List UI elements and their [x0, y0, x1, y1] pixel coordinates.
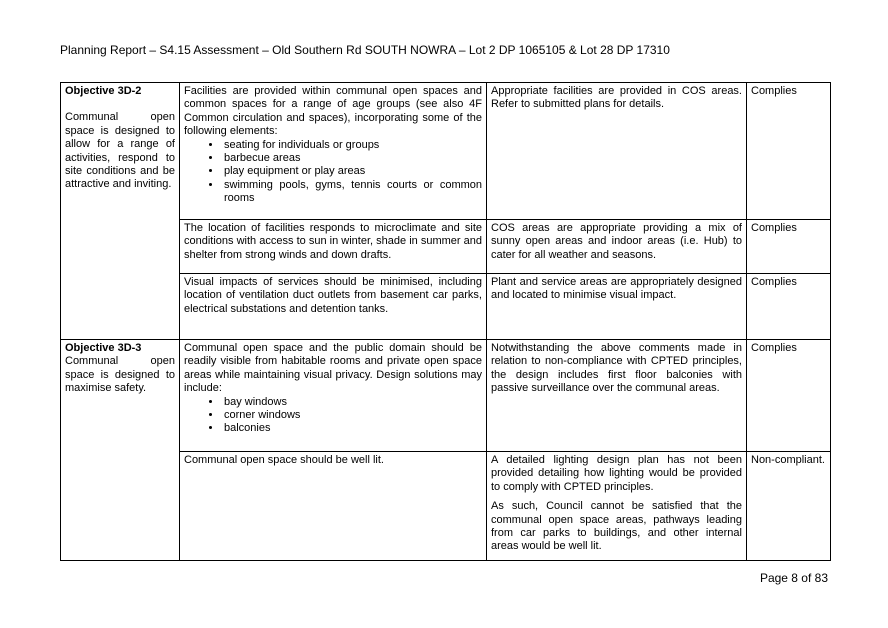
comment-text: COS areas are appropriate providing a mix of sunny open areas and indoor areas (i.e. Hub) to cater for all weather and seasons. — [491, 222, 742, 261]
table-row — [61, 83, 831, 220]
comment-text: Plant and service areas are appropriately designed and located to minimise visual impact. — [491, 276, 742, 302]
list-item: • play equipment or play areas — [222, 165, 482, 178]
criteria-bullet-list — [184, 396, 482, 436]
page-number: Page 8 of 83 — [759, 571, 828, 585]
criteria-text: Facilities are provided within communal open spaces and common spaces for a range of age groups (see also 4F Common circulation and spaces), incorporating some of the following elements: — [184, 85, 482, 138]
comment-cell — [487, 83, 747, 220]
comment-cell — [487, 220, 747, 274]
objective-text: Communal open space is designed to allow for a range of activities, respond to site conditions and be attractive and inviting. — [65, 111, 175, 191]
criteria-text: The location of facilities responds to microclimate and site conditions with access to sun in winter, shade in summer and shelter from strong winds and down drafts. — [184, 222, 482, 261]
objective-text: Communal open space is designed to maximise safety. — [65, 355, 175, 395]
list-item: • barbecue areas — [222, 152, 482, 165]
criteria-cell — [180, 220, 487, 274]
comment-text: A detailed lighting design plan has not been provided detailing how lighting would be provided to comply with CPTED principles. — [491, 454, 742, 493]
comment-text: Notwithstanding the above comments made in relation to non-compliance with CPTED principles, the design includes first floor balconies with passive surveillance over the communal areas. — [491, 342, 742, 395]
status-cell: Complies — [747, 220, 831, 274]
criteria-text: Visual impacts of services should be minimised, including location of ventilation duct outlets from basement car parks, electrical substations and detention tanks. — [184, 276, 482, 315]
criteria-bullet-list — [184, 139, 482, 206]
criteria-cell — [180, 452, 487, 561]
objective-cell — [61, 340, 180, 561]
criteria-text: Communal open space should be well lit. — [184, 454, 384, 466]
list-item: • balconies — [222, 422, 482, 435]
objective-cell — [61, 83, 180, 340]
comment-text: As such, Council cannot be satisfied that the communal open space areas, pathways leading from car parks to buildings, and other internal areas would be well lit. — [491, 500, 742, 553]
objective-title: Objective 3D-3 — [65, 342, 142, 354]
objective-title: Objective 3D-2 — [65, 85, 142, 97]
list-item: • corner windows — [222, 409, 482, 422]
comment-cell — [487, 274, 747, 340]
status-cell: Complies — [747, 83, 831, 220]
list-item: • seating for individuals or groups — [222, 139, 482, 152]
table-row — [61, 340, 831, 452]
list-item: • bay windows — [222, 396, 482, 409]
criteria-text: Communal open space and the public domain should be readily visible from habitable rooms and private open space areas while maintaining visual privacy. Design solutions may include: — [184, 342, 482, 395]
criteria-cell — [180, 274, 487, 340]
list-item: • swimming pools, gyms, tennis courts or common rooms — [222, 179, 482, 206]
criteria-cell — [180, 83, 487, 220]
comment-cell — [487, 340, 747, 452]
status-cell: Complies — [747, 274, 831, 340]
status-cell: Non-compliant. — [747, 452, 831, 561]
comment-text: Appropriate facilities are provided in COS areas. Refer to submitted plans for details. — [491, 85, 742, 111]
criteria-cell — [180, 340, 487, 452]
page-header: Planning Report – S4.15 Assessment – Old Southern Rd SOUTH NOWRA – Lot 2 DP 1065105 & Lot 28 DP 17310 — [60, 43, 670, 57]
status-cell: Complies — [747, 340, 831, 452]
assessment-table — [60, 82, 831, 561]
comment-cell — [487, 452, 747, 561]
